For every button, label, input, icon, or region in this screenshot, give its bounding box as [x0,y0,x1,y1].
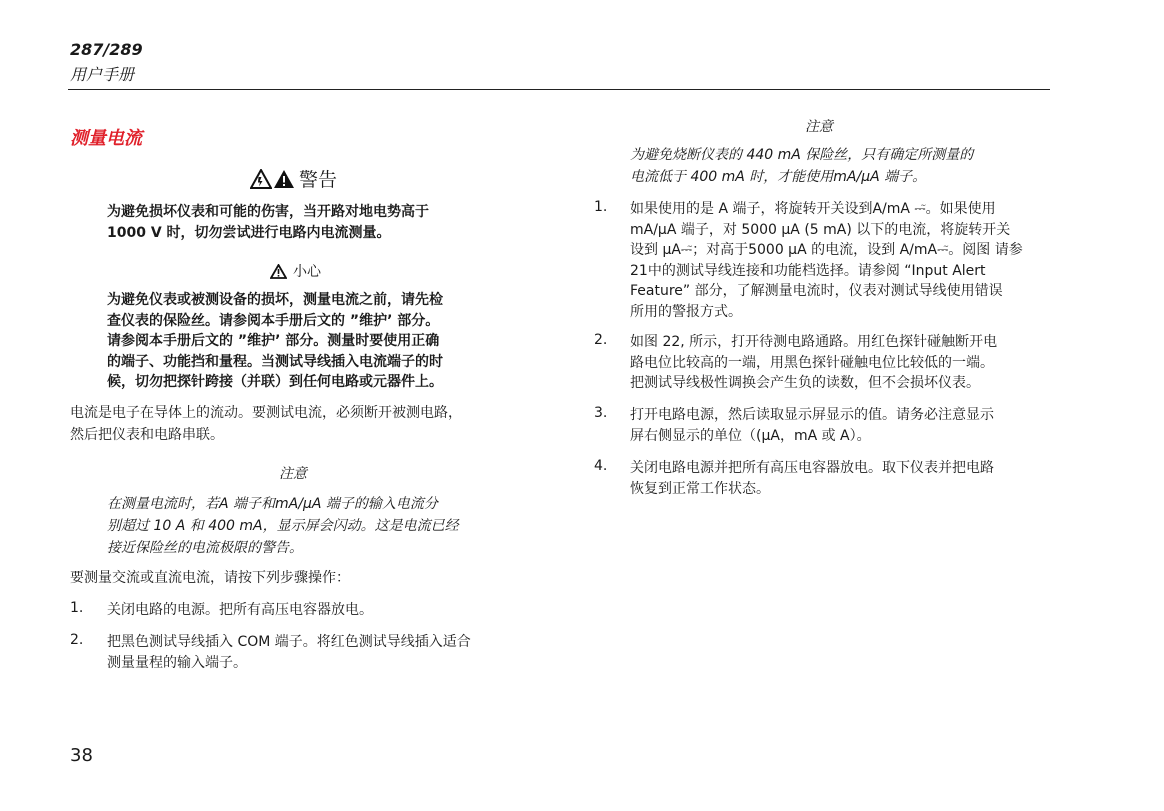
manual-model: 287/289 [70,40,143,59]
right-step-text: 如果使用的是 A 端子，将旋转开关设到A/mA ⎓̃。如果使用 mA/µA 端子，对 5000 µA (5 mA) 以下的电流，将旋转开关 设到 µA⎓̃；对高于5000 µA 的电流，设到 A/mA⎓̃。阅图 请参 21中的测试导线连接和功能档选择。请参阅 “Input Alert Feature” 部分，了解测量电流时，仪表对测试导线使用错误 所用的警报方式。 [630,201,1023,320]
header-divider [68,89,1050,90]
note-right-text: 为避免烧断仪表的 440 mA 保险丝，只有确定所测量的 电流低于 400 mA 时，才能使用mA/µA 端子。 [630,147,974,185]
caution-triangle-icon [270,264,287,279]
right-step-number: 4. [594,458,608,474]
page-number: 38 [70,745,93,766]
warning-heading-text: 警告 [299,169,338,191]
warning-heading [250,165,337,192]
left-step-number: 1. [70,600,84,616]
note-right-heading: 注意 [805,119,833,135]
section-title: 测量电流 [70,128,142,149]
caution-text: 为避免仪表或被测设备的损坏，测量电流之前，请先检 查仪表的保险丝。请参阅本手册后文的 ”维护’ 部分。 请参阅本手册后文的 ”维护’ 部分。测量时要使用正确 的端子、功能挡和量程。当测试导线插入电流端子的时 候，切勿把探针跨接（并联）到任何电路或元器件上。 [107,292,443,390]
intro-paragraph: 电流是电子在导体上的流动。要测试电流，必须断开被测电路， 然后把仪表和电路串联。 [70,405,462,443]
warning-triangle-icon [273,169,295,189]
left-step-number: 2. [70,632,84,648]
right-step-number: 3. [594,405,608,421]
right-step-text: 如图 22, 所示，打开待测电路通路。用红色探针碰触断开电 路电位比较高的一端，用黑色探针碰触电位比较低的一端。 把测试导线极性调换会产生负的读数，但不会损坏仪表。 [630,334,998,391]
left-step-text: 关闭电路的电源。把所有高压电容器放电。 [107,602,373,618]
caution-heading-text: 小心 [293,264,321,280]
steps-intro: 要测量交流或直流电流，请按下列步骤操作： [70,570,350,586]
left-step-text: 把黑色测试导线插入 COM 端子。将红色测试导线插入适合 测量量程的输入端子。 [107,634,471,671]
note-left-heading: 注意 [279,466,307,482]
right-step-number: 1. [594,199,608,215]
hazard-icons [250,169,295,189]
warning-text: 为避免损坏仪表和可能的伤害，当开路对地电势高于 1000 V 时，切勿尝试进行电路内电流测量。 [107,204,429,241]
shock-hazard-icon [250,169,272,189]
note-left-text: 在测量电流时，若A 端子和mA/µA 端子的输入电流分 别超过 10 A 和 400 mA，显示屏会闪动。这是电流已经 接近保险丝的电流极限的警告。 [107,496,459,556]
right-step-text: 打开电路电源，然后读取显示屏显示的值。请务必注意显示 屏右侧显示的单位（(µA，mA 或 A）。 [630,407,994,444]
caution-heading [270,261,321,281]
manual-subtitle: 用户手册 [70,65,135,84]
right-step-text: 关闭电路电源并把所有高压电容器放电。取下仪表并把电路 恢复到正常工作状态。 [630,460,994,497]
right-step-number: 2. [594,332,608,348]
